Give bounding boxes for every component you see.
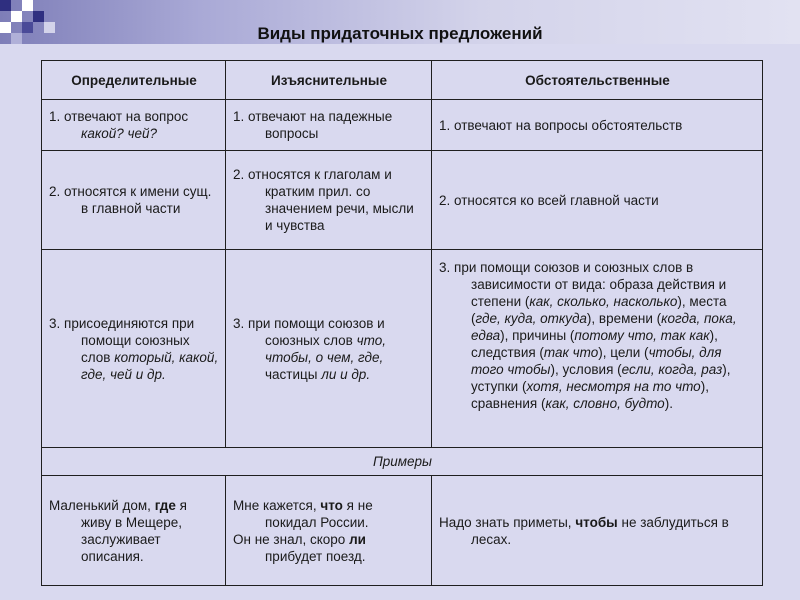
table-row <box>42 100 763 151</box>
table-cell <box>432 250 763 448</box>
example-keyword: ли <box>349 531 366 547</box>
cell-text: 2. относятся к глаголам и кратким прил. со значением речи, мысли и чувства <box>233 167 414 233</box>
cell-text: 1. отвечают на вопросы обстоятельств <box>439 117 683 133</box>
examples-label <box>42 448 763 476</box>
example-text: Мне кажется, <box>233 497 317 513</box>
decor-square <box>33 11 44 22</box>
cell-text: 2. относятся ко всей главной части <box>439 192 659 208</box>
table-cell <box>226 100 432 151</box>
cell-text: ), уступки ( <box>471 362 731 394</box>
decor-square <box>22 0 33 11</box>
cell-text: 2. относятся к имени сущ. в главной части <box>49 184 212 216</box>
example-text: прибудет поезд. <box>265 548 366 564</box>
examples-label-text: Примеры <box>372 454 432 469</box>
example-keyword: где <box>154 497 176 513</box>
column-header: Определительные <box>42 61 226 100</box>
table-cell <box>226 151 432 250</box>
table-cell <box>432 151 763 250</box>
cell-text-italic: какой? чей? <box>81 126 158 141</box>
cell-text-italic: чтобы, для того чтобы <box>471 345 722 377</box>
cell-text-italic: потому что, так как <box>574 328 710 343</box>
cell-text: ), цели ( <box>598 345 649 360</box>
table-row <box>42 151 763 250</box>
page-title: Виды придаточных предложений <box>257 24 543 43</box>
cell-text: ), времени ( <box>586 311 662 326</box>
cell-text: 3. при помощи союзов и союзных слов в зависимости от вида: образа действия и степени ( <box>439 260 727 309</box>
cell-text-italic: ли и др. <box>321 366 371 382</box>
example-keyword: что <box>320 497 343 513</box>
cell-text: 1. отвечают на падежные вопросы <box>233 109 393 141</box>
table-cell <box>432 100 763 151</box>
cell-text-italic: хотя, несмотря на то что <box>526 379 701 394</box>
cell-text: ), места ( <box>471 294 727 326</box>
clauses-table <box>41 60 763 586</box>
table-header-row <box>42 61 763 100</box>
table-cell <box>42 100 226 151</box>
example-text: я не покидал России. <box>265 497 373 530</box>
cell-text: ). <box>664 396 673 411</box>
cell-text-italic: который, какой, где, чей и др. <box>81 349 219 382</box>
example-text: Он не знал, скоро <box>233 531 346 547</box>
example-keyword: чтобы <box>575 514 618 530</box>
cell-text-italic: как, словно, будто <box>545 396 665 411</box>
cell-text: ), причины ( <box>500 328 575 343</box>
cell-text-italic: так что <box>543 345 599 360</box>
cell-text-italic: где, куда, откуда <box>475 311 587 326</box>
example-text: Надо знать приметы, <box>439 514 572 530</box>
column-header: Обстоятельственные <box>432 61 763 100</box>
decor-square <box>11 11 22 22</box>
cell-text: ), следствия ( <box>471 328 718 360</box>
table-cell <box>226 476 432 586</box>
cell-text-italic: что, чтобы, о чем, где, <box>265 332 386 365</box>
table-cell <box>42 476 226 586</box>
table-cell <box>42 151 226 250</box>
decor-square <box>0 0 11 11</box>
examples-header-row <box>42 448 763 476</box>
cell-text: частицы <box>265 366 318 382</box>
cell-text: ), сравнения ( <box>471 379 709 411</box>
cell-text: ), условия ( <box>550 362 622 377</box>
example-text: я живу в Мещере, заслуживает описания. <box>81 497 187 564</box>
example-text: Маленький дом, <box>49 497 151 513</box>
table-cell <box>432 476 763 586</box>
column-header: Изъяснительные <box>226 61 432 100</box>
table-row <box>42 476 763 586</box>
table-cell <box>226 250 432 448</box>
cell-text: 1. отвечают на вопрос <box>49 109 189 124</box>
cell-text: 3. при помощи союзов и союзных слов <box>233 315 385 348</box>
cell-text-italic: когда, пока, едва <box>471 311 737 343</box>
cell-text-italic: как, сколько, насколько <box>529 294 678 309</box>
example-text: не заблудиться в лесах. <box>471 514 729 547</box>
cell-text: 3. присоединяются при помощи союзных слов <box>49 315 195 365</box>
cell-text-italic: если, когда, раз <box>621 362 723 377</box>
table-row <box>42 250 763 448</box>
table-cell <box>42 250 226 448</box>
